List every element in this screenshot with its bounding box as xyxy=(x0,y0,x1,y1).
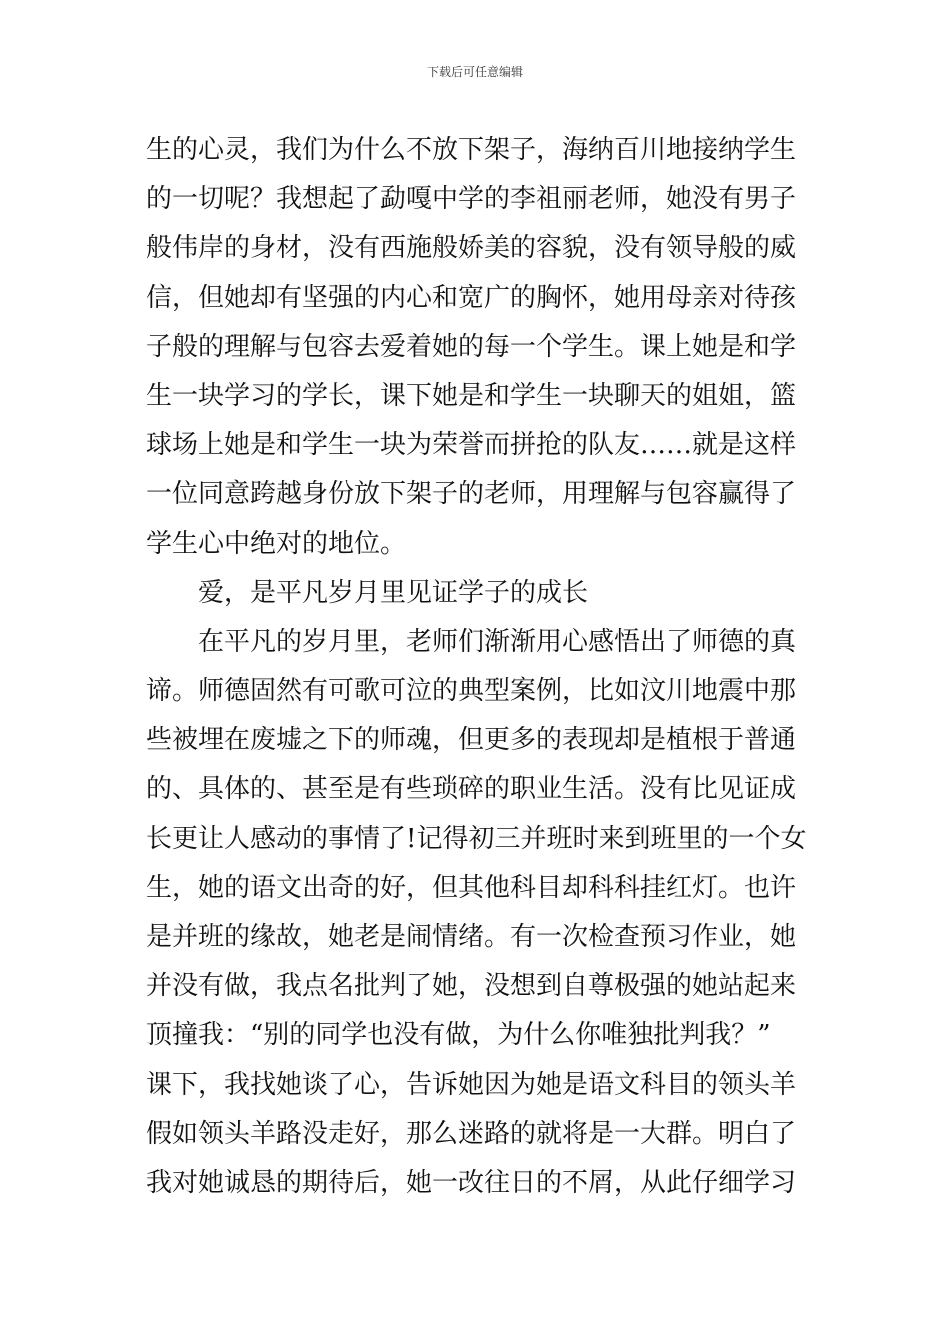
text-line: 的、具体的、甚至是有些琐碎的职业生活。没有比见证成 xyxy=(146,774,797,805)
text-line: 信，但她却有坚强的内心和宽广的胸怀，她用母亲对待孩 xyxy=(146,282,797,313)
text-line: 学生心中绝对的地位。 xyxy=(146,528,407,559)
section-heading: 爱，是平凡岁月里见证学子的成长 xyxy=(198,577,589,608)
text-line: 球场上她是和学生一块为荣誉而拼抢的队友……就是这样 xyxy=(146,430,797,461)
paragraph-first-line: 在平凡的岁月里，老师们渐渐用心感悟出了师德的真 xyxy=(198,626,797,657)
text-line: 我对她诚恳的期待后，她一改往日的不屑，从此仔细学习 xyxy=(146,1167,797,1198)
text-line: 些被埋在废墟之下的师魂，但更多的表现却是植根于普通 xyxy=(146,725,797,756)
text-line: 生一块学习的学长，课下她是和学生一块聊天的姐姐，篮 xyxy=(146,380,797,411)
text-line: 子般的理解与包容去爱着她的每一个学生。课上她是和学 xyxy=(146,331,797,362)
text-line: 般伟岸的身材，没有西施般娇美的容貌，没有领导般的威 xyxy=(146,233,797,264)
text-line: 的一切呢？我想起了勐嘎中学的李祖丽老师，她没有男子 xyxy=(146,184,797,215)
text-line: 生，她的语文出奇的好，但其他科目却科科挂红灯。也许 xyxy=(146,872,797,903)
text-line: 并没有做，我点名批判了她，没想到自尊极强的她站起来 xyxy=(146,971,797,1002)
text-line: 一位同意跨越身份放下架子的老师，用理解与包容赢得了 xyxy=(146,479,797,510)
page-header: 下载后可任意编辑 xyxy=(426,65,523,79)
text-line: 谛。师德固然有可歌可泣的典型案例，比如汶川地震中那 xyxy=(146,676,797,707)
text-line: 长更让人感动的事情了!记得初三并班时来到班里的一个女 xyxy=(146,823,807,854)
text-line: 生的心灵，我们为什么不放下架子，海纳百川地接纳学生 xyxy=(146,135,797,165)
text-line: 假如领头羊路没走好，那么迷路的就将是一大群。明白了 xyxy=(146,1118,797,1149)
text-line: 顶撞我：“别的同学也没有做，为什么你唯独批判我？” xyxy=(146,1020,771,1051)
text-line: 课下，我找她谈了心，告诉她因为她是语文科目的领头羊 xyxy=(146,1069,797,1100)
document-body xyxy=(146,126,810,1208)
text-line: 是并班的缘故，她老是闹情绪。有一次检查预习作业，她 xyxy=(146,922,797,952)
